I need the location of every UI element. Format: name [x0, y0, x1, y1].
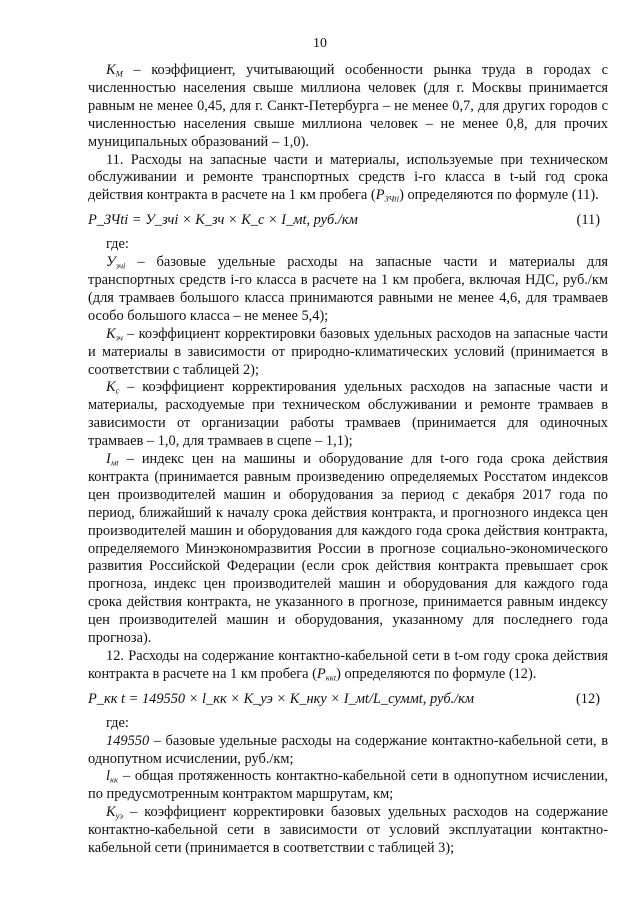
formula-expression: P_ЗЧti = У_зчi × К_зч × К_с × I_мt, руб./км [88, 212, 358, 229]
paragraph-l-kk: $l_{кк}$ – общая протяженность контактно-кабельной сети в однопутном исчислении, по предусмотренным контрактом маршрутам, км; [88, 768, 608, 803]
paragraph-11: 11. Расходы на запасные части и материалы, используемые при техническом обслуживании и ремонте транспортных средств i-го класса в t-ый год срока действия контракта в расчете на 1 км пробега $(P_{ЗЧti})$ определяются по формуле (11). [88, 151, 608, 204]
paragraph-i-mt: $I_{мt}$ – индекс цен на машины и оборудование для t-ого года срока действия контракта (принимается равным произведению определяемых Росстатом индексов цен производителей машин и оборудования за период с декабря 2017 года по период, ближайший к началу срока действия контракта, и прогнозного индекса цен производителей машин и оборудования для каждого года срока действия контракта, определяемого Минэкономразвития России в прогнозе социально-экономического развития Российской Федерации (если срок действия контракта превышает срок прогноза, индекс цен производителей машин и оборудования для каждого года срока действия контракта, не указанного в прогнозе, принимается равным индексу цен производителей машин и оборудования, указанному для последнего года прогноза). [88, 451, 608, 647]
paragraph-k-ue: $К_{уэ}$ – коэффициент корректировки базовых удельных расходов на содержание контактно-кабельной сети в зависимости от условий эксплуатации контактно-кабельной сети (принимается в соответствии с таблицей 3); [88, 804, 608, 857]
formula-12 [88, 691, 608, 709]
formula-expression: P_кк t = 149550 × l_кк × К_уэ × К_нку × I_мt/L_суммt, руб./км [88, 690, 475, 707]
symbol: $l_{кк}$ [106, 768, 119, 785]
symbol: $P_{ЗЧti}$ [375, 187, 400, 204]
symbol: $K_M$ [106, 62, 123, 79]
document-body [88, 62, 608, 858]
formula-number: (12) [576, 690, 600, 707]
symbol: $I_{мt}$ [106, 451, 119, 468]
formula-number: (11) [576, 212, 600, 229]
paragraph-12: 12. Расходы на содержание контактно-кабельной сети в t-ом году срока действия контракта в расчете на 1 км пробега $(P_{ккt})$ определяются по формуле (12). [88, 648, 608, 683]
symbol: $P_{ккt}$ [316, 665, 337, 683]
symbol: 149550 [106, 732, 150, 749]
paragraph-u-zchi: $У_{зчi}$ – базовые удельные расходы на запасные части и материалы для транспортных средств i-го класса в расчете на 1 км пробега, включая НДС, руб./км (для трамваев большого класса принимаются равными не менее 4,6, для трамваев особо большого класса – не менее 5,4); [88, 254, 608, 324]
page-number: 10 [313, 36, 327, 51]
where-label: где: [106, 236, 129, 253]
formula-11 [88, 212, 608, 230]
where-label: где: [106, 714, 129, 731]
paragraph-k-s: $К_с$ – коэффициент корректирования удельных расходов на запасные части и материалы, расходуемые при техническом обслуживании и ремонте трамваев в зависимости от организации работы трамваев (принимается для одиночных трамваев – 1,0, для трамваев в сцепе – 1,1); [88, 379, 608, 450]
symbol: $К_с$ [106, 379, 120, 396]
symbol: $У_{зчi}$ [106, 254, 126, 271]
paragraph-k-zch: $К_{зч}$ – коэффициент корректировки базовых удельных расходов на запасные части и материалы в зависимости от природно-климатических условий (принимается в соответствии с таблицей 2); [88, 325, 608, 378]
symbol: $К_{уэ}$ [106, 804, 124, 821]
paragraph-k-m: $K_M$ – коэффициент, учитывающий особенности рынка труда в городах с численностью населения свыше миллиона человек (для г. Москвы принимается равным не менее 0,45, для г. Санкт-Петербурга – не менее 0,7, для других городов с численностью населения свыше миллиона человек – не менее 0,8, для прочих муниципальных образований – 1,0). [88, 62, 608, 150]
paragraph-149550: 149550 – базовые удельные расходы на содержание контактно-кабельной сети, в однопутном исчислении, руб./км; [88, 732, 608, 767]
symbol: $К_{зч}$ [106, 325, 123, 343]
